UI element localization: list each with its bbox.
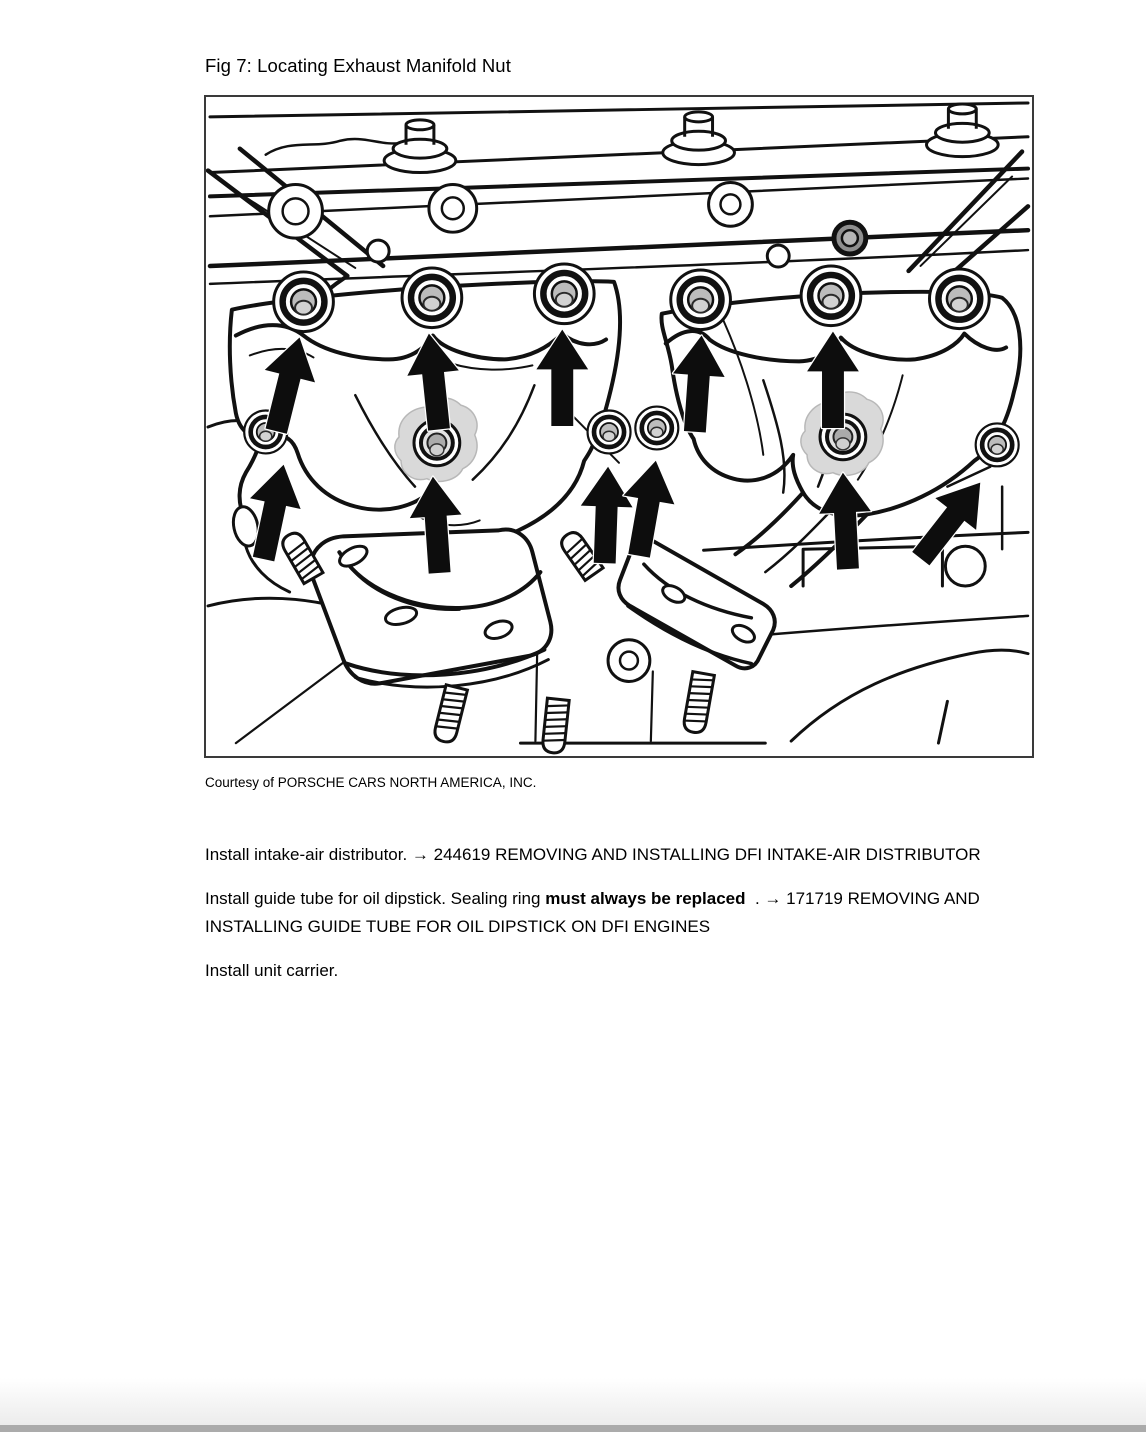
- threaded-stud: [682, 672, 714, 735]
- body-paragraph: [205, 841, 1005, 870]
- threaded-stud: [433, 685, 468, 744]
- side-nut: [588, 410, 631, 453]
- body-text: [205, 841, 1005, 1000]
- text-segment: . → 171719 REMOVING AND INSTALLING GUIDE TUBE FOR OIL DIPSTICK ON DFI ENGINES: [205, 888, 980, 936]
- text-segment: Install unit carrier.: [205, 960, 339, 980]
- bolt-head: [834, 222, 866, 254]
- manifold-nut: [801, 266, 861, 326]
- strut-ring: [269, 184, 323, 238]
- manifold-nut: [274, 272, 334, 332]
- figure-frame: [204, 95, 1034, 758]
- valve-cover-cap: [384, 120, 456, 173]
- figure-caption: Fig 7: Locating Exhaust Manifold Nut: [205, 55, 511, 76]
- small-hole: [367, 240, 389, 262]
- manifold-nut: [929, 269, 989, 329]
- text-segment: Install guide tube for oil dipstick. Sealing ring: [205, 888, 546, 908]
- small-hole: [767, 245, 789, 267]
- body-paragraph: [205, 957, 1005, 986]
- floor-washer: [608, 640, 650, 682]
- manifold-nut: [534, 264, 594, 324]
- side-nut: [635, 407, 678, 450]
- manifold-nut: [671, 270, 731, 330]
- page-bottom-fade: [0, 1378, 1146, 1425]
- rail-washer: [709, 182, 753, 226]
- rail-washer: [429, 184, 477, 232]
- side-nut: [976, 423, 1019, 466]
- valve-cover-cap: [927, 104, 999, 157]
- valve-cover-cap: [663, 112, 735, 165]
- step-hole: [945, 546, 985, 586]
- manifold-nut: [402, 268, 462, 328]
- text-segment: must always be replaced: [545, 888, 746, 908]
- figure-drawing: [206, 97, 1032, 756]
- footer-bar: [0, 1425, 1146, 1432]
- threaded-stud: [542, 698, 569, 754]
- body-paragraph: [205, 885, 1005, 942]
- courtesy-line: Courtesy of PORSCHE CARS NORTH AMERICA, INC.: [205, 775, 537, 790]
- text-segment: Install intake-air distributor. → 244619 REMOVING AND INSTALLING DFI INTAKE-AIR DISTRIBUTOR: [205, 845, 981, 864]
